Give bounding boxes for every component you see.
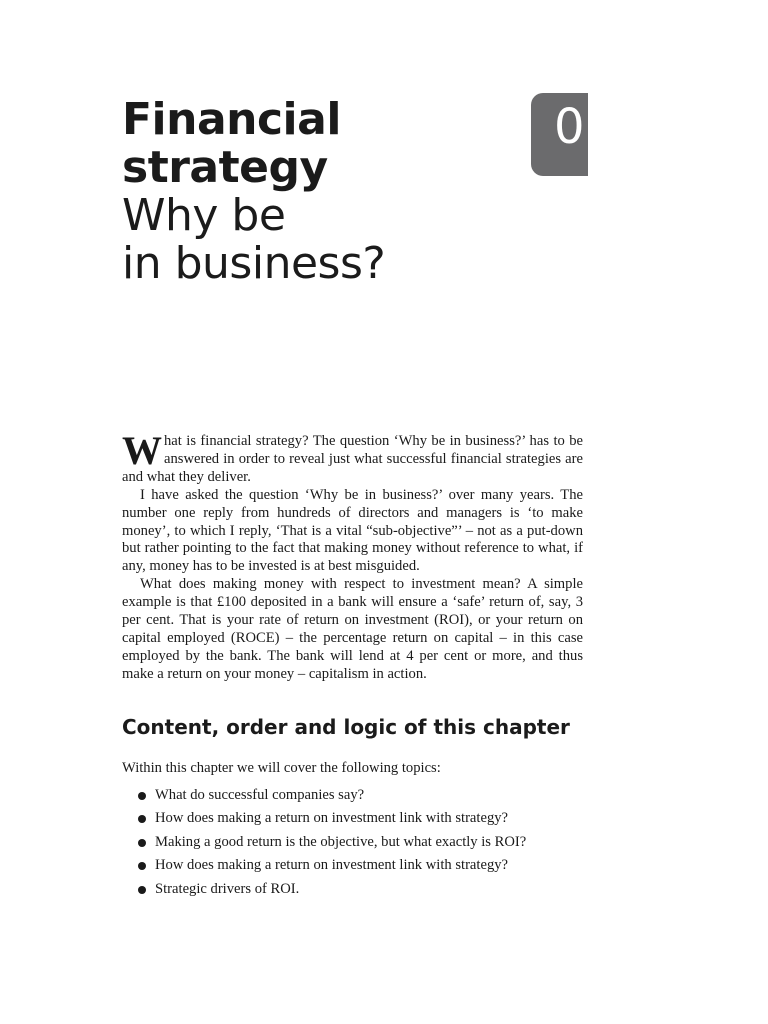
bullet-icon <box>138 862 146 870</box>
bullet-icon <box>138 886 146 894</box>
title-line-3: Why be <box>122 190 286 241</box>
topic-list <box>138 784 526 901</box>
list-item <box>138 831 526 854</box>
bullet-icon <box>138 839 146 847</box>
list-item <box>138 878 526 901</box>
topic-text: How does making a return on investment link with strategy? <box>155 857 509 874</box>
title-line-2: strategy <box>122 142 328 193</box>
title-line-4: in business? <box>122 238 386 289</box>
bullet-icon <box>138 792 146 800</box>
chapter-number-badge <box>531 93 616 176</box>
paragraph-1 <box>122 428 583 487</box>
title-line-1: Financial <box>122 94 341 145</box>
chapter-title <box>122 96 385 288</box>
chapter-number: 01 <box>554 99 616 155</box>
list-item <box>138 854 526 877</box>
topic-text: How does making a return on investment link with strategy? <box>155 810 509 827</box>
topic-text: Strategic drivers of ROI. <box>155 880 300 897</box>
topic-text: What do successful companies say? <box>155 787 365 803</box>
topic-text: Making a good return is the objective, but what exactly is ROI? <box>155 833 527 850</box>
body-text <box>122 428 583 684</box>
paragraph-2: I have asked the question ‘Why be in business?’ over many years. The number one reply from hundreds of directors and managers is ‘to make money’, to which I reply, ‘That is a vital “sub-objective”’ – not as a put-down but rather pointing to the fact that making money without reference to what, if any, money has to be invested is at best misguided. <box>122 486 583 575</box>
list-item <box>138 807 526 830</box>
list-item <box>138 784 526 807</box>
bullet-icon <box>138 815 146 823</box>
paragraph-1-text: hat is financial strategy? The question ‘Why be in business?’ has to be answered in order to reveal just what successful financial strategies are and what they deliver. <box>122 433 583 485</box>
drop-cap: W <box>122 428 162 473</box>
paragraph-3: What does making money with respect to investment mean? A simple example is that £100 deposited in a bank will ensure a ‘safe’ return of, say, 3 per cent. That is your rate of return on investment (ROI), or your return on capital employed (ROCE) – the percentage return on capital – in this case employed by the bank. The bank will lend at 4 per cent or more, and thus make a return on your money – capitalism in action. <box>122 576 583 682</box>
section-heading: Content, order and logic of this chapter <box>122 715 570 739</box>
topics-intro: Within this chapter we will cover the following topics: <box>122 760 441 776</box>
